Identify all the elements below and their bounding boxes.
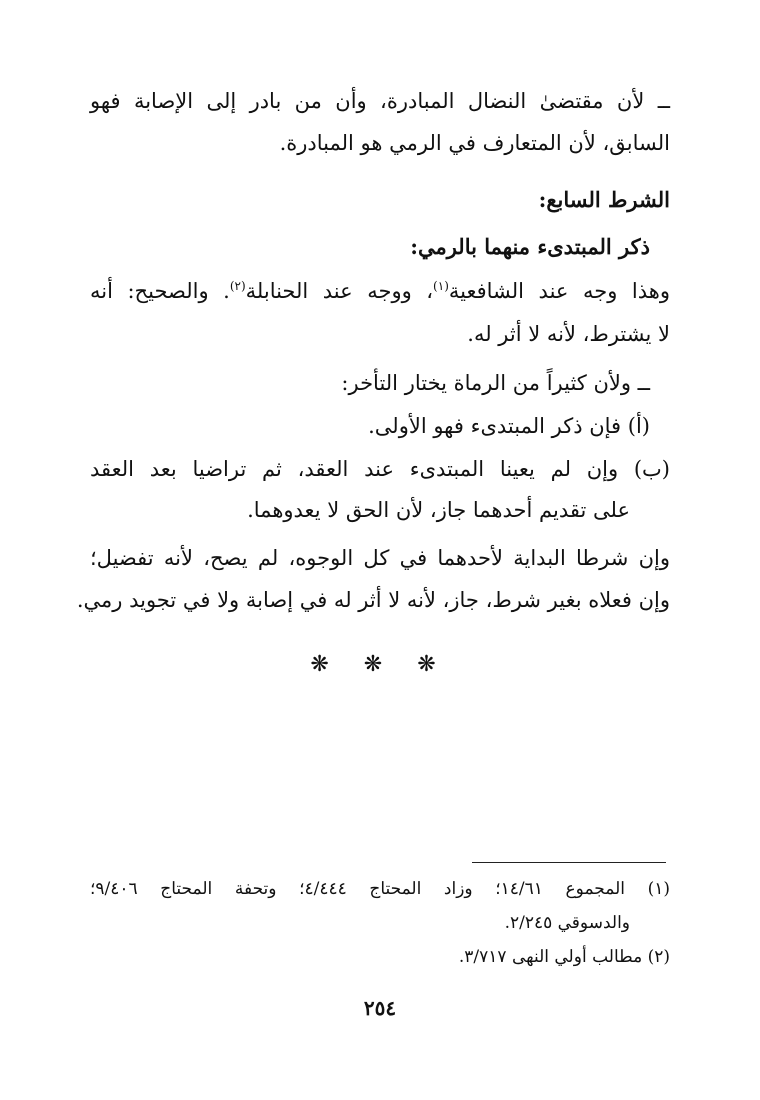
footnote-divider <box>472 862 666 863</box>
list-item-b-line-1: (ب) وإن لم يعينا المبتدىء عند العقد، ثم تراضيا بعد العقد <box>90 457 670 481</box>
footnote-ref-2: (٢) <box>229 279 246 293</box>
section-heading: الشرط السابع: <box>538 187 670 212</box>
footnote-ref-1: (١) <box>433 279 449 293</box>
paragraph-1-line-1: ــ لأن مقتضىٰ النضال المبادرة، وأن من بادر إلى الإصابة فهو <box>90 89 670 113</box>
list-item-b-line-2: على تقديم أحدهما جاز، لأن الحق لا يعدوهما. <box>247 498 630 522</box>
paragraph-2-text-a: وهذا وجه عند الشافعية <box>448 279 670 303</box>
list-item-a: (أ) فإن ذكر المبتدىء فهو الأولى. <box>368 414 650 438</box>
footnote-1-line-2: والدسوقي ٢/٢٤٥. <box>504 913 630 933</box>
footnote-1-line-1: (١) المجموع ١٤/٦١؛ وزاد المحتاج ٤/٤٤٤؛ وتحفة المحتاج ٩/٤٠٦؛ <box>90 879 670 899</box>
footnote-2: (٢) مطالب أولي النهى ٣/٧١٧. <box>458 947 670 967</box>
paragraph-4-line-1: وإن شرطا البداية لأحدهما في كل الوجوه، لم يصح، لأنه تفضيل؛ <box>90 546 670 570</box>
paragraph-2-text-b: ، ووجه عند الحنابلة <box>245 279 434 303</box>
section-subheading: ذكر المبتدىء منهما بالرمي: <box>410 234 650 259</box>
paragraph-3: ــ ولأن كثيراً من الرماة يختار التأخر: <box>341 371 650 395</box>
section-separator: ❋ ❋ ❋ <box>310 652 450 677</box>
paragraph-2-text-c: . والصحيح: أنه <box>90 279 230 303</box>
paragraph-2-line-2: لا يشترط، لأنه لا أثر له. <box>467 322 670 346</box>
paragraph-4-line-2: وإن فعلاه بغير شرط، جاز، لأنه لا أثر له في إصابة ولا في تجويد رمي. <box>76 588 670 612</box>
page-number: ٢٥٤ <box>363 996 397 1020</box>
paragraph-2-line-1 <box>90 276 670 306</box>
paragraph-1-line-2: السابق، لأن المتعارف في الرمي هو المبادرة. <box>279 131 670 155</box>
